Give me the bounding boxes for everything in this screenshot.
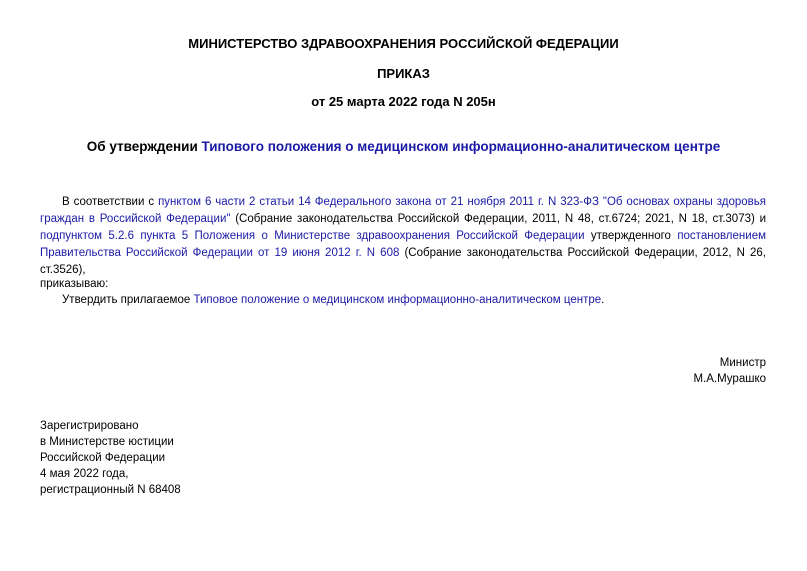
doc-type-heading: ПРИКАЗ xyxy=(377,66,430,81)
ministry-heading: МИНИСТЕРСТВО ЗДРАВООХРАНЕНИЯ РОССИЙСКОЙ ФЕДЕРАЦИИ xyxy=(188,36,619,51)
approve-text-1: Утвердить прилагаемое xyxy=(62,294,194,306)
signature-block xyxy=(693,355,766,387)
registration-line: 4 мая 2022 года, xyxy=(40,468,129,480)
registration-line: Российской Федерации xyxy=(40,452,166,464)
approve-text-2: . xyxy=(601,294,605,306)
preamble-text-4: (Собрание законодательства Российской Федерации, 2012, N 26, ст.3526), xyxy=(40,247,766,276)
signatory-position: Министр xyxy=(719,357,766,369)
government-decree-link[interactable]: постановлением Правительства Российской Федерации от 19 июня 2012 г. N 608 xyxy=(40,230,766,259)
order-title xyxy=(0,139,807,154)
order-title-prefix: Об утверждении xyxy=(86,139,202,154)
registration-line: регистрационный N 68408 xyxy=(40,484,181,496)
regulation-subclause-link[interactable]: подпунктом 5.2.6 пункта 5 Положения о Министерстве здравоохранения Российской Федерации xyxy=(40,230,585,242)
order-date-number: от 25 марта 2022 года N 205н xyxy=(311,94,496,109)
standard-regulation-link[interactable]: Типовое положение о медицинском информационно-аналитическом центре xyxy=(193,294,602,306)
preamble-text-1: В соответствии с xyxy=(62,196,159,208)
approve-paragraph xyxy=(40,292,766,309)
registration-line: Зарегистрировано xyxy=(40,420,139,432)
signatory-name: М.А.Мурашко xyxy=(693,373,766,385)
registration-line: в Министерстве юстиции xyxy=(40,436,174,448)
order-title-link[interactable]: Типового положения о медицинском информационно-аналитическом центре xyxy=(201,139,721,154)
registration-block xyxy=(40,418,181,498)
preamble-text-3: утвержденного xyxy=(584,230,678,242)
orders-word: приказываю: xyxy=(40,278,109,290)
federal-law-link[interactable]: пунктом 6 части 2 статьи 14 Федерального закона от 21 ноября 2011 г. N 323-ФЗ "Об основах охраны здоровья граждан в Российской Федерации" xyxy=(40,196,767,225)
preamble-paragraph xyxy=(40,194,766,279)
preamble-text-2: (Собрание законодательства Российской Федерации, 2011, N 48, ст.6724; 2021, N 18, ст.3073) и xyxy=(230,213,766,225)
